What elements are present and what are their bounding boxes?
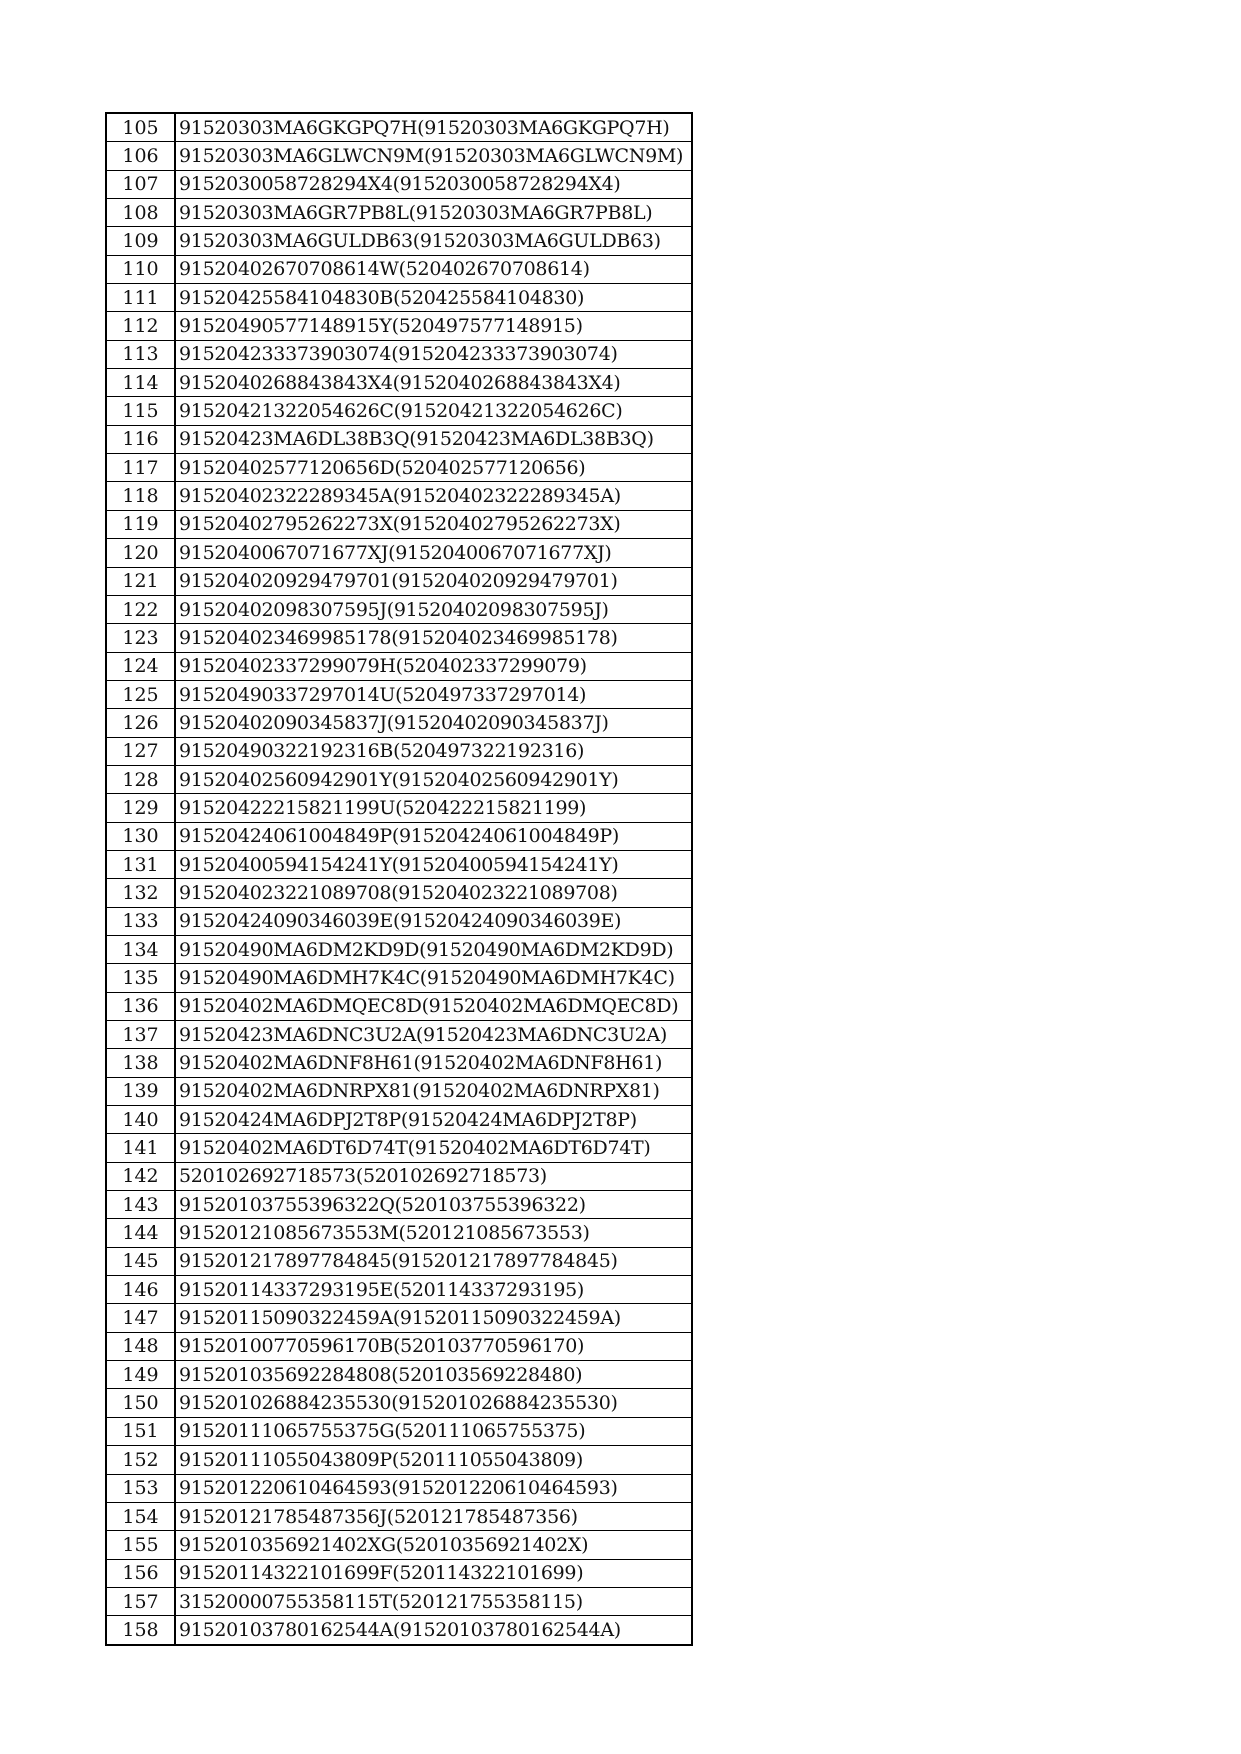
table-row bbox=[106, 1106, 692, 1134]
table-row bbox=[106, 369, 692, 397]
table-row bbox=[106, 454, 692, 482]
row-number-cell: 157 bbox=[106, 1587, 175, 1615]
credit-code-cell: 91520303MA6GR7PB8L(91520303MA6GR7PB8L) bbox=[175, 199, 692, 227]
row-number-cell: 126 bbox=[106, 709, 175, 737]
credit-code-cell: 91520402560942901Y(91520402560942901Y) bbox=[175, 765, 692, 793]
row-number-cell: 114 bbox=[106, 369, 175, 397]
row-number-cell: 128 bbox=[106, 765, 175, 793]
table-row bbox=[106, 340, 692, 368]
credit-code-cell: 91520303MA6GLWCN9M(91520303MA6GLWCN9M) bbox=[175, 142, 692, 170]
table-row bbox=[106, 567, 692, 595]
row-number-cell: 117 bbox=[106, 454, 175, 482]
row-number-cell: 155 bbox=[106, 1531, 175, 1559]
credit-code-cell: 915204023469985178(915204023469985178) bbox=[175, 624, 692, 652]
row-number-cell: 137 bbox=[106, 1021, 175, 1049]
table-row bbox=[106, 1276, 692, 1304]
table-row bbox=[106, 1616, 692, 1645]
credit-code-cell: 91520490337297014U(520497337297014) bbox=[175, 680, 692, 708]
credit-code-cell: 91520490577148915Y(520497577148915) bbox=[175, 312, 692, 340]
table-row bbox=[106, 624, 692, 652]
credit-code-cell: 91520402098307595J(91520402098307595J) bbox=[175, 595, 692, 623]
credit-code-cell: 91520103780162544A(91520103780162544A) bbox=[175, 1616, 692, 1645]
table-row bbox=[106, 312, 692, 340]
table-row bbox=[106, 709, 692, 737]
credit-code-cell: 915201217897784845(915201217897784845) bbox=[175, 1247, 692, 1275]
credit-code-cell: 91520402MA6DNF8H61(91520402MA6DNF8H61) bbox=[175, 1049, 692, 1077]
credit-code-cell: 91520402MA6DMQEC8D(91520402MA6DMQEC8D) bbox=[175, 992, 692, 1020]
credit-code-cell: 91520111065755375G(520111065755375) bbox=[175, 1417, 692, 1445]
table-row bbox=[106, 170, 692, 198]
credit-code-cell: 915201220610464593(915201220610464593) bbox=[175, 1474, 692, 1502]
row-number-cell: 138 bbox=[106, 1049, 175, 1077]
table-row bbox=[106, 1446, 692, 1474]
table-row bbox=[106, 1304, 692, 1332]
row-number-cell: 127 bbox=[106, 737, 175, 765]
row-number-cell: 136 bbox=[106, 992, 175, 1020]
row-number-cell: 124 bbox=[106, 652, 175, 680]
table-row bbox=[106, 595, 692, 623]
table-row bbox=[106, 1389, 692, 1417]
row-number-cell: 142 bbox=[106, 1162, 175, 1190]
table-row bbox=[106, 1162, 692, 1190]
credit-code-cell: 91520422215821199U(520422215821199) bbox=[175, 794, 692, 822]
table-row bbox=[106, 539, 692, 567]
row-number-cell: 115 bbox=[106, 397, 175, 425]
credit-code-cell: 91520402MA6DT6D74T(91520402MA6DT6D74T) bbox=[175, 1134, 692, 1162]
row-number-cell: 148 bbox=[106, 1332, 175, 1360]
table-row bbox=[106, 510, 692, 538]
row-number-cell: 121 bbox=[106, 567, 175, 595]
table-row bbox=[106, 397, 692, 425]
table-row bbox=[106, 964, 692, 992]
row-number-cell: 106 bbox=[106, 142, 175, 170]
table-row bbox=[106, 1134, 692, 1162]
row-number-cell: 139 bbox=[106, 1077, 175, 1105]
credit-code-cell: 91520423MA6DL38B3Q(91520423MA6DL38B3Q) bbox=[175, 425, 692, 453]
row-number-cell: 125 bbox=[106, 680, 175, 708]
credit-code-cell: 91520111055043809P(520111055043809) bbox=[175, 1446, 692, 1474]
table-row bbox=[106, 765, 692, 793]
row-number-cell: 149 bbox=[106, 1361, 175, 1389]
row-number-cell: 146 bbox=[106, 1276, 175, 1304]
credit-code-cell: 91520400594154241Y(91520400594154241Y) bbox=[175, 850, 692, 878]
credit-code-cell: 915204023221089708(915204023221089708) bbox=[175, 879, 692, 907]
row-number-cell: 118 bbox=[106, 482, 175, 510]
table-row bbox=[106, 227, 692, 255]
row-number-cell: 158 bbox=[106, 1616, 175, 1645]
row-number-cell: 150 bbox=[106, 1389, 175, 1417]
credit-code-cell: 915204233373903074(915204233373903074) bbox=[175, 340, 692, 368]
credit-code-cell: 91520103755396322Q(520103755396322) bbox=[175, 1191, 692, 1219]
table-row bbox=[106, 1474, 692, 1502]
row-number-cell: 140 bbox=[106, 1106, 175, 1134]
credit-code-cell: 91520424MA6DPJ2T8P(91520424MA6DPJ2T8P) bbox=[175, 1106, 692, 1134]
table-row bbox=[106, 482, 692, 510]
row-number-cell: 144 bbox=[106, 1219, 175, 1247]
credit-code-cell: 91520423MA6DNC3U2A(91520423MA6DNC3U2A) bbox=[175, 1021, 692, 1049]
row-number-cell: 141 bbox=[106, 1134, 175, 1162]
credit-code-cell: 91520303MA6GULDB63(91520303MA6GULDB63) bbox=[175, 227, 692, 255]
credit-code-cell: 91520121085673553M(520121085673553) bbox=[175, 1219, 692, 1247]
row-number-cell: 152 bbox=[106, 1446, 175, 1474]
row-number-cell: 154 bbox=[106, 1502, 175, 1530]
credit-code-cell: 31520000755358115T(520121755358115) bbox=[175, 1587, 692, 1615]
credit-code-cell: 91520490MA6DMH7K4C(91520490MA6DMH7K4C) bbox=[175, 964, 692, 992]
credit-code-cell: 91520121785487356J(520121785487356) bbox=[175, 1502, 692, 1530]
credit-code-cell: 91520100770596170B(520103770596170) bbox=[175, 1332, 692, 1360]
row-number-cell: 105 bbox=[106, 113, 175, 142]
table-row bbox=[106, 992, 692, 1020]
table-row bbox=[106, 142, 692, 170]
row-number-cell: 113 bbox=[106, 340, 175, 368]
credit-code-cell: 91520303MA6GKGPQ7H(91520303MA6GKGPQ7H) bbox=[175, 113, 692, 142]
row-number-cell: 107 bbox=[106, 170, 175, 198]
credit-code-cell: 91520114337293195E(520114337293195) bbox=[175, 1276, 692, 1304]
row-number-cell: 145 bbox=[106, 1247, 175, 1275]
table-row bbox=[106, 737, 692, 765]
table-row bbox=[106, 1077, 692, 1105]
row-number-cell: 111 bbox=[106, 284, 175, 312]
row-number-cell: 130 bbox=[106, 822, 175, 850]
table-row bbox=[106, 822, 692, 850]
table-row bbox=[106, 113, 692, 142]
table-row bbox=[106, 1021, 692, 1049]
credit-code-cell: 9152040067071677XJ(9152040067071677XJ) bbox=[175, 539, 692, 567]
row-number-cell: 147 bbox=[106, 1304, 175, 1332]
credit-code-cell: 91520402795262273X(91520402795262273X) bbox=[175, 510, 692, 538]
credit-code-cell: 91520421322054626C(91520421322054626C) bbox=[175, 397, 692, 425]
table-row bbox=[106, 850, 692, 878]
credit-code-cell: 91520402577120656D(520402577120656) bbox=[175, 454, 692, 482]
code-table bbox=[105, 112, 693, 1646]
row-number-cell: 129 bbox=[106, 794, 175, 822]
credit-code-cell: 9152010356921402XG(52010356921402X) bbox=[175, 1531, 692, 1559]
row-number-cell: 143 bbox=[106, 1191, 175, 1219]
credit-code-cell: 91520490322192316B(520497322192316) bbox=[175, 737, 692, 765]
table-row bbox=[106, 199, 692, 227]
row-number-cell: 153 bbox=[106, 1474, 175, 1502]
row-number-cell: 110 bbox=[106, 255, 175, 283]
credit-code-cell: 91520402670708614W(520402670708614) bbox=[175, 255, 692, 283]
row-number-cell: 134 bbox=[106, 935, 175, 963]
table-row bbox=[106, 1361, 692, 1389]
table-row bbox=[106, 1332, 692, 1360]
credit-code-cell: 915201026884235530(915201026884235530) bbox=[175, 1389, 692, 1417]
table-row bbox=[106, 255, 692, 283]
credit-code-cell: 9152030058728294X4(9152030058728294X4) bbox=[175, 170, 692, 198]
row-number-cell: 122 bbox=[106, 595, 175, 623]
row-number-cell: 109 bbox=[106, 227, 175, 255]
credit-code-cell: 915201035692284808(520103569228480) bbox=[175, 1361, 692, 1389]
credit-code-cell: 915204020929479701(915204020929479701) bbox=[175, 567, 692, 595]
table-row bbox=[106, 1417, 692, 1445]
table-row bbox=[106, 1219, 692, 1247]
table-row bbox=[106, 794, 692, 822]
table-row bbox=[106, 652, 692, 680]
table-row bbox=[106, 1191, 692, 1219]
row-number-cell: 132 bbox=[106, 879, 175, 907]
table-row bbox=[106, 284, 692, 312]
credit-code-cell: 91520402322289345A(91520402322289345A) bbox=[175, 482, 692, 510]
table-row bbox=[106, 1247, 692, 1275]
table-row bbox=[106, 935, 692, 963]
row-number-cell: 123 bbox=[106, 624, 175, 652]
row-number-cell: 151 bbox=[106, 1417, 175, 1445]
row-number-cell: 120 bbox=[106, 539, 175, 567]
credit-code-cell: 91520490MA6DM2KD9D(91520490MA6DM2KD9D) bbox=[175, 935, 692, 963]
credit-code-cell: 91520402337299079H(520402337299079) bbox=[175, 652, 692, 680]
table-row bbox=[106, 680, 692, 708]
credit-code-cell: 91520424090346039E(91520424090346039E) bbox=[175, 907, 692, 935]
row-number-cell: 156 bbox=[106, 1559, 175, 1587]
table-row bbox=[106, 1559, 692, 1587]
row-number-cell: 108 bbox=[106, 199, 175, 227]
code-table-body bbox=[106, 113, 692, 1645]
table-row bbox=[106, 1049, 692, 1077]
row-number-cell: 112 bbox=[106, 312, 175, 340]
credit-code-cell: 9152040268843843X4(9152040268843843X4) bbox=[175, 369, 692, 397]
credit-code-cell: 520102692718573(520102692718573) bbox=[175, 1162, 692, 1190]
credit-code-cell: 91520114322101699F(520114322101699) bbox=[175, 1559, 692, 1587]
table-row bbox=[106, 1531, 692, 1559]
table-row bbox=[106, 879, 692, 907]
row-number-cell: 119 bbox=[106, 510, 175, 538]
row-number-cell: 116 bbox=[106, 425, 175, 453]
table-row bbox=[106, 1587, 692, 1615]
credit-code-cell: 91520424061004849P(91520424061004849P) bbox=[175, 822, 692, 850]
credit-code-cell: 91520402090345837J(91520402090345837J) bbox=[175, 709, 692, 737]
credit-code-cell: 91520115090322459A(91520115090322459A) bbox=[175, 1304, 692, 1332]
table-row bbox=[106, 1502, 692, 1530]
table-row bbox=[106, 907, 692, 935]
row-number-cell: 133 bbox=[106, 907, 175, 935]
credit-code-cell: 91520402MA6DNRPX81(91520402MA6DNRPX81) bbox=[175, 1077, 692, 1105]
row-number-cell: 131 bbox=[106, 850, 175, 878]
table-row bbox=[106, 425, 692, 453]
credit-code-cell: 91520425584104830B(520425584104830) bbox=[175, 284, 692, 312]
row-number-cell: 135 bbox=[106, 964, 175, 992]
